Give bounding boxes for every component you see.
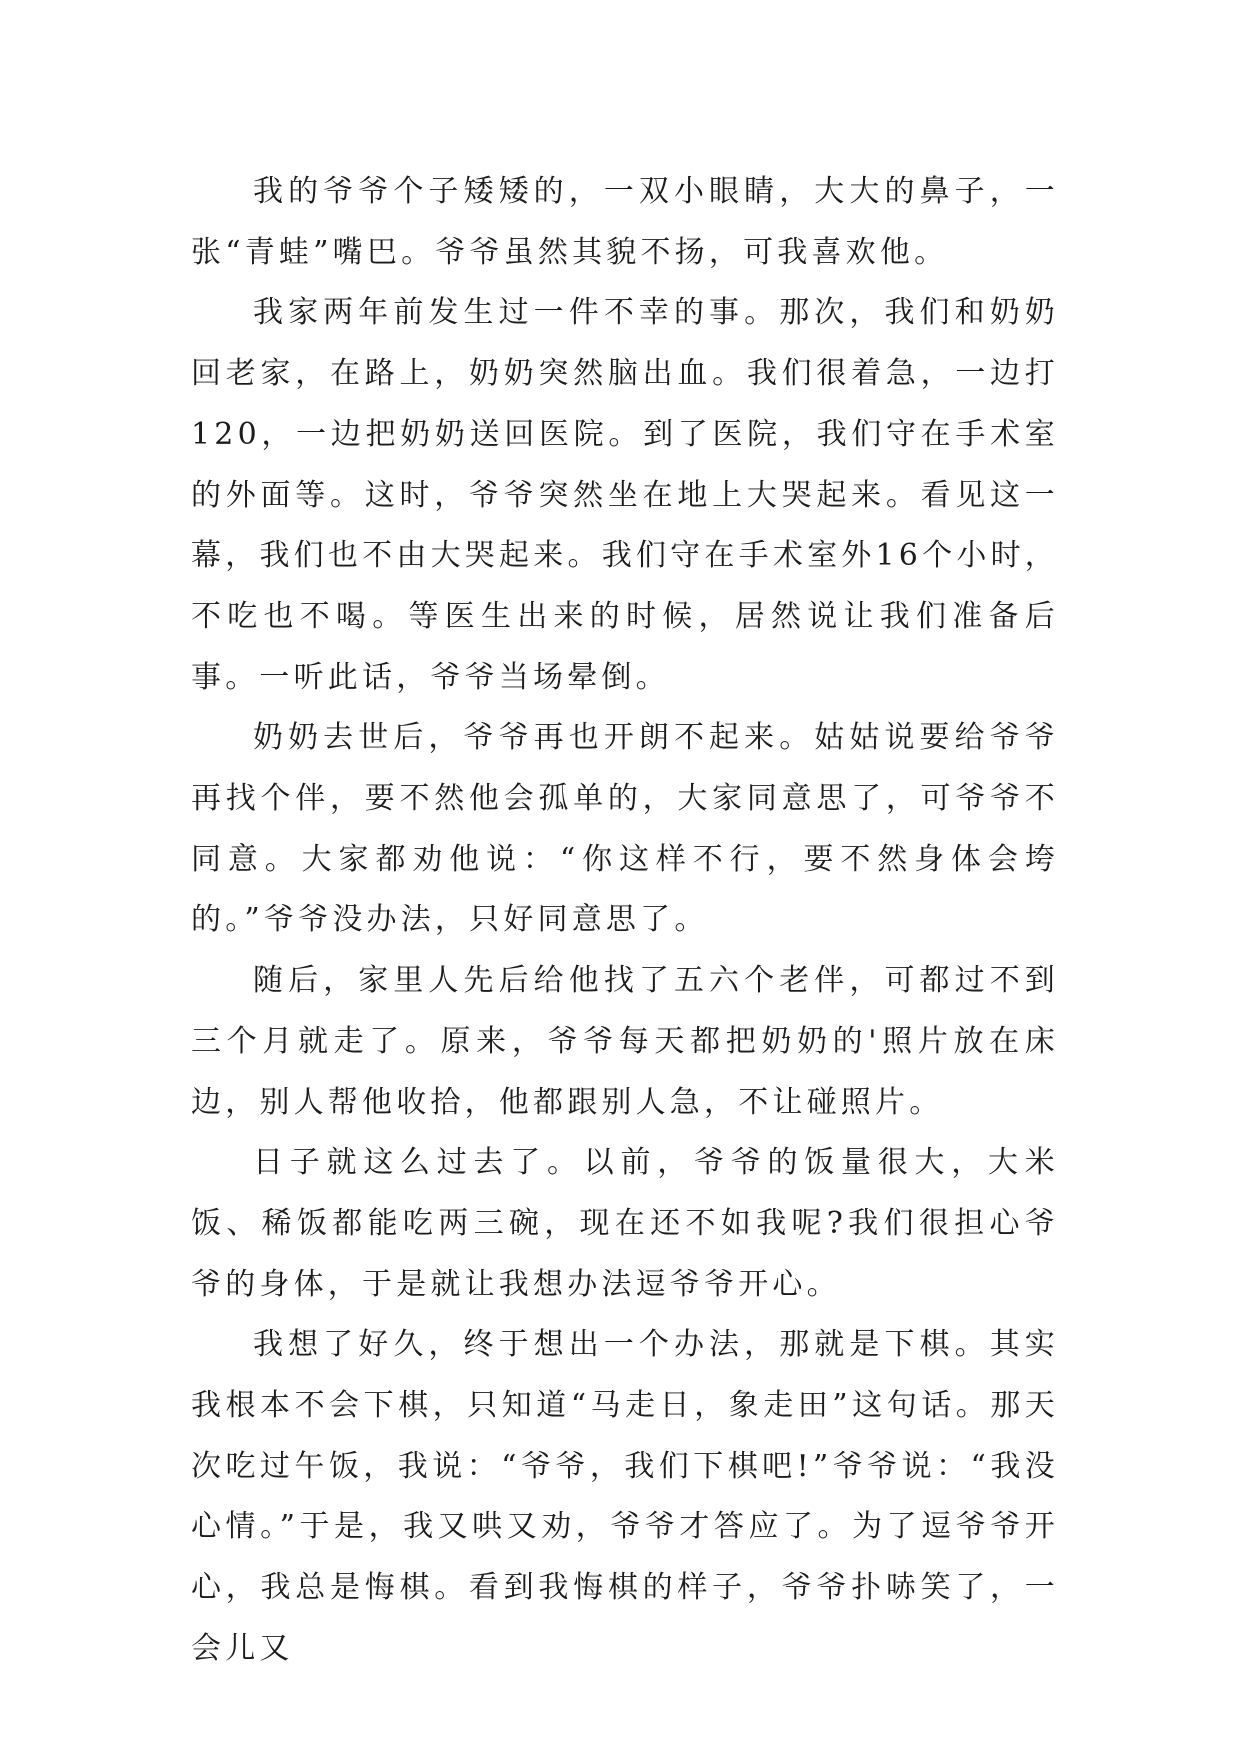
paragraph-6: 我想了好久，终于想出一个办法，那就是下棋。其实我根本不会下棋，只知道“马走日，象走田”这句话。那天次吃过午饭，我说：“爷爷，我们下棋吧!”爷爷说：“我没心情。”于是，我又哄又劝，爷爷才答应了。为了逗爷爷开心，我总是悔棋。看到我悔棋的样子，爷爷扑哧笑了，一会儿又: [191, 1327, 1059, 1666]
essay-body: [191, 162, 1059, 1680]
paragraph-3: 奶奶去世后，爷爷再也开朗不起来。姑姑说要给爷爷再找个伴，要不然他会孤单的，大家同意思了，可爷爷不同意。大家都劝他说：“你这样不行，要不然身体会垮的。”爷爷没办法，只好同意思了。: [191, 720, 1059, 938]
paragraph-1: 我的爷爷个子矮矮的，一双小眼睛，大大的鼻子，一张“青蛙”嘴巴。爷爷虽然其貌不扬，可我喜欢他。: [191, 174, 1059, 270]
paragraph-4: 随后，家里人先后给他找了五六个老伴，可都过不到三个月就走了。原来，爷爷每天都把奶奶的'照片放在床边，别人帮他收拾，他都跟别人急，不让碰照片。: [191, 963, 1059, 1120]
paragraph-2: 我家两年前发生过一件不幸的事。那次，我们和奶奶回老家，在路上，奶奶突然脑出血。我们很着急，一边打120，一边把奶奶送回医院。到了医院，我们守在手术室的外面等。这时，爷爷突然坐在地上大哭起来。看见这一幕，我们也不由大哭起来。我们守在手术室外16个小时，不吃也不喝。等医生出来的时候，居然说让我们准备后事。一听此话，爷爷当场晕倒。: [191, 295, 1059, 695]
paragraph-5: 日子就这么过去了。以前，爷爷的饭量很大，大米饭、稀饭都能吃两三碗，现在还不如我呢?我们很担心爷爷的身体，于是就让我想办法逗爷爷开心。: [191, 1145, 1059, 1302]
